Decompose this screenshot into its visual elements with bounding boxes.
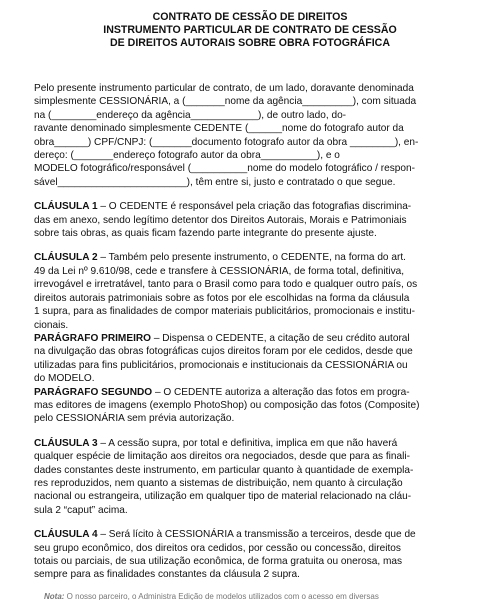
clause-3 — [34, 437, 466, 517]
footnote — [44, 592, 474, 600]
paragraph-primeiro — [34, 332, 466, 386]
clause-line: cionais. — [34, 319, 69, 331]
preamble-line: Pelo presente instrumento particular de contrato, de um lado, doravante denominada — [34, 83, 414, 94]
footnote-text: O nosso parceiro, o Administra Edição de modelos utilizados com o acesso em diversas — [64, 592, 379, 600]
clause-line: sempre para as finalidades constantes da cláusula 2 supra. — [34, 569, 300, 581]
clause-line: – Também pelo presente instrumento, o CEDENTE, na forma do art. — [97, 252, 406, 264]
clause-line: do MODELO. — [34, 373, 95, 385]
clause-1 — [34, 200, 466, 240]
paragraph-segundo — [34, 386, 466, 426]
clause-line: totais ou parciais, de sua utilização econômica, de forma gratuita ou onerosa, mas — [34, 556, 403, 567]
clause-line: mas editores de imagens (exemplo PhotoShop) ou composição das fotos (Composite) — [34, 399, 420, 411]
document-title — [0, 11, 500, 50]
clause-line: sobre tais obras, as quais ficam fazendo parte integrante do presente ajuste. — [34, 228, 377, 240]
preamble-paragraph — [34, 82, 466, 189]
clause-line: irrevogável e irretratável, tanto para o Brasil como para todo e qualquer outro país, os — [34, 279, 418, 291]
clause-line: qualquer espécie de limitação aos direitos ora negociados, desde que para as finali- — [34, 451, 410, 463]
clause-line: nacional ou estrangeira, utilização em qualquer tipo de material relacionado na cláu- — [34, 491, 412, 503]
document-body — [34, 82, 466, 582]
preamble-line: MODELO fotográfico/responsável (__________nome do modelo fotográfico / respon- — [34, 163, 415, 175]
clause-line: 49 da Lei nº 9.610/98, cede e transfere à CESSIONÁRIA, de forma total, definitiva, — [34, 265, 405, 277]
preamble-line: na (________endereço da agência____________), de outro lado, do- — [34, 109, 347, 121]
title-line: CONTRATO DE CESSÃO DE DIREITOS — [152, 11, 348, 23]
clause-line: direitos autorais patrimoniais sobre as fotos por ele escolhidas na forma da cláusula — [34, 292, 410, 304]
preamble-line: simplesmente CESSIONÁRIA, a (_______nome da agência_________), com situada — [34, 96, 417, 108]
paragraph-segundo-heading: PARÁGRAFO SEGUNDO — [34, 386, 153, 398]
clause-line: pelo CESSIONÁRIA sem prévia autorização. — [34, 413, 235, 425]
clause-line: seu grupo econômico, dos direitos ora cedidos, por cessão ou concessão, direitos — [34, 542, 401, 554]
clause-line: – O CEDENTE autoriza a alteração das fotos em progra- — [152, 386, 410, 398]
clause-1-heading: CLÁUSULA 1 — [34, 201, 98, 213]
clause-2 — [34, 251, 466, 331]
preamble-line: obra______) CPF/CNPJ: (_______documento fotografo autor da obra ________), en- — [34, 136, 419, 148]
preamble-line: dereço: (_______endereço fotografo autor da obra__________), e o — [34, 150, 340, 162]
paragraph-primeiro-heading: PARÁGRAFO PRIMEIRO — [34, 332, 152, 344]
clause-line: – A cessão supra, por total e definitiva, implica em que não haverá — [97, 437, 398, 449]
preamble-line: ravante denominado simplesmente CEDENTE (______nome do fotografo autor da — [34, 123, 404, 135]
clause-4 — [34, 528, 466, 582]
clause-2-heading: CLÁUSULA 2 — [34, 252, 98, 264]
clause-3-heading: CLÁUSULA 3 — [34, 437, 98, 449]
preamble-line: sável_______________________), têm entre si, justo e contratado o que segue. — [34, 176, 396, 188]
clause-line: – Será lícito à CESSIONÁRIA a transmissão a terceiros, desde que de — [97, 529, 416, 541]
clause-line: dades constantes deste instrumento, em particular quanto à quantidade de exempla- — [34, 464, 414, 476]
clause-line: das em anexo, sendo legítimo detentor dos Direitos Autorais, Morais e Patrimoniais — [34, 214, 407, 226]
clause-line: na divulgação das obras fotográficas cujos direitos foram por ele cedidos, desde que — [34, 346, 413, 358]
clause-line: – Dispensa o CEDENTE, a citação de seu crédito autoral — [151, 332, 410, 344]
clause-line: 1 supra, para as finalidades de compor materiais publicitários, promocionais e institu- — [34, 306, 415, 318]
clause-line: res reproduzidos, nem quanto a sistemas de distribuição, nem quanto à circulação — [34, 477, 403, 489]
clause-line: sula 2 “caput” acima. — [34, 504, 128, 516]
clause-line: – O CEDENTE é responsável pela criação das fotografias discrimina- — [97, 201, 412, 213]
clause-line: utilizadas para fins publicitários, promocionais e institucionais da CESSIONÁRIA ou — [34, 359, 408, 371]
clause-4-heading: CLÁUSULA 4 — [34, 529, 98, 541]
title-line: INSTRUMENTO PARTICULAR DE CONTRATO DE CESSÃO — [103, 24, 397, 36]
footnote-label: Nota: — [44, 592, 65, 600]
title-line: DE DIREITOS AUTORAIS SOBRE OBRA FOTOGRÁFICA — [110, 37, 390, 49]
